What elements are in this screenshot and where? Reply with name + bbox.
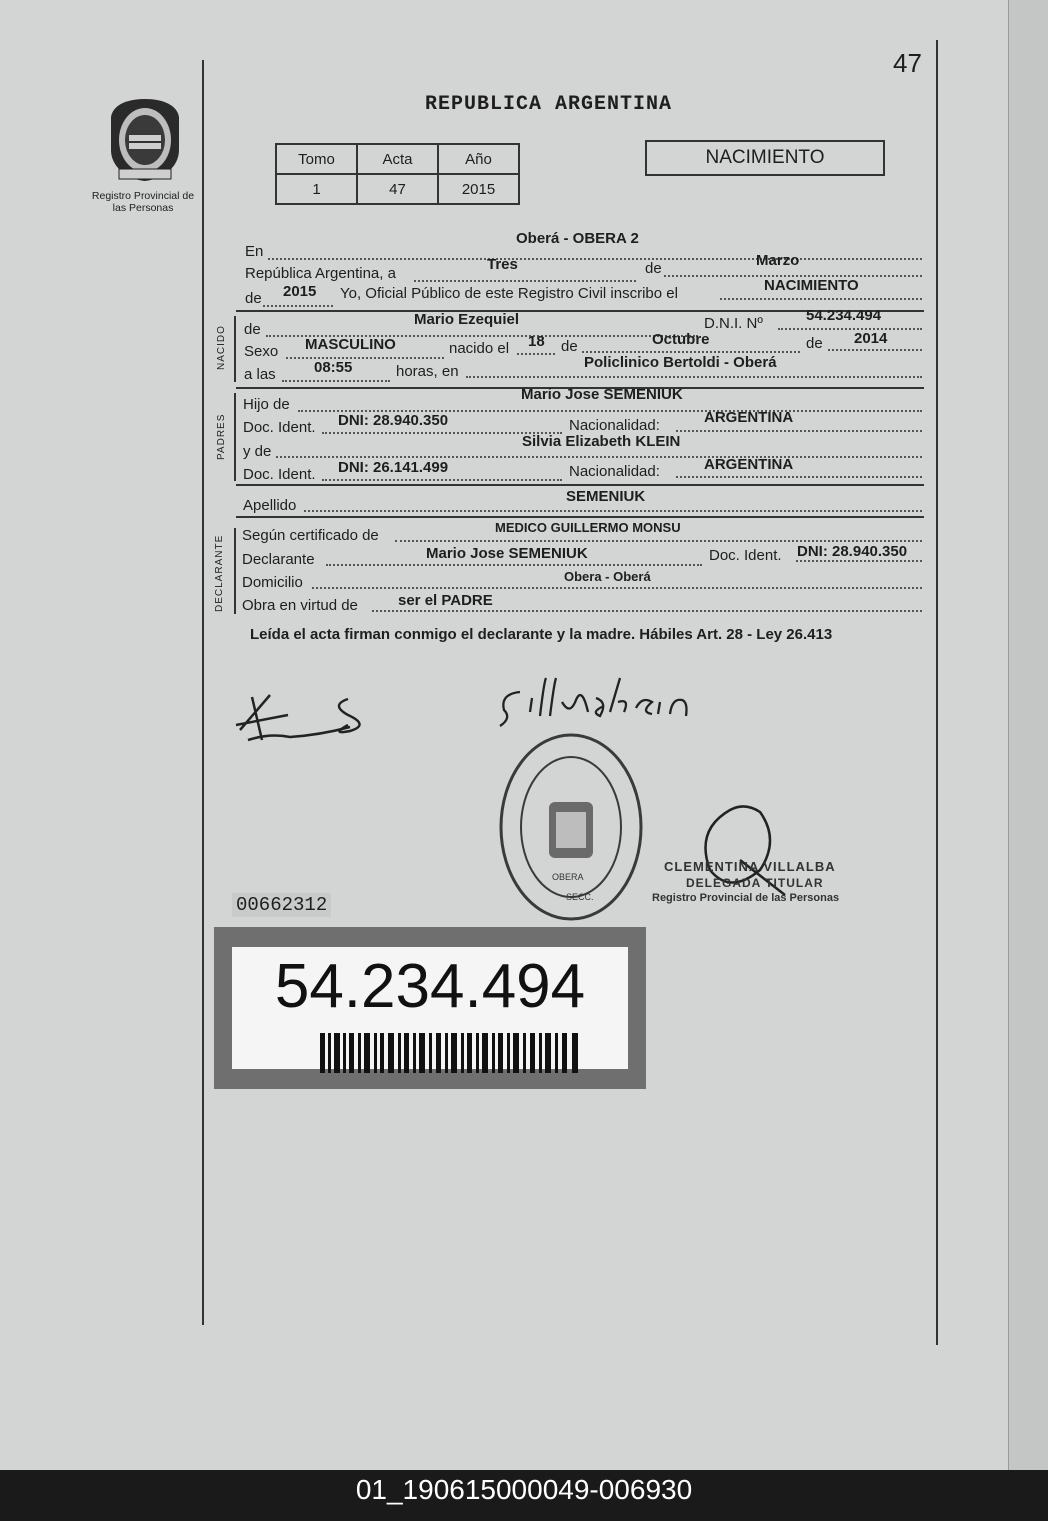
label-domicilio: Domicilio bbox=[242, 574, 303, 591]
father-name: Mario Jose SEMENIUK bbox=[521, 386, 683, 403]
left-margin-line bbox=[202, 60, 204, 1325]
right-margin-line bbox=[936, 40, 938, 1345]
register-table bbox=[275, 143, 520, 205]
mother-doc: DNI: 26.141.499 bbox=[338, 459, 449, 476]
svg-text:SECC.: SECC. bbox=[566, 892, 594, 902]
declarant-name: Mario Jose SEMENIUK bbox=[426, 545, 588, 562]
label-a-las: a las bbox=[244, 366, 276, 383]
label-sexo: Sexo bbox=[244, 343, 279, 360]
section-label-nacido: NACIDO bbox=[216, 325, 227, 370]
place-value: Oberá - OBERA 2 bbox=[516, 230, 639, 247]
birth-month: Octubre bbox=[652, 331, 710, 348]
label-apellido: Apellido bbox=[243, 497, 297, 514]
act-value: NACIMIENTO bbox=[764, 277, 859, 294]
month-value: Marzo bbox=[756, 252, 800, 269]
footer-id: 01_190615000049-006930 bbox=[355, 1474, 693, 1505]
svg-text:OBERA: OBERA bbox=[552, 872, 584, 882]
child-dni: 54.234.494 bbox=[806, 307, 882, 324]
oficial-text: Yo, Oficial Público de este Registro Civil inscribo el bbox=[340, 285, 678, 302]
section-label-padres: PADRES bbox=[216, 413, 227, 460]
official-seal-icon bbox=[496, 730, 646, 925]
birth-time: 08:55 bbox=[314, 359, 353, 376]
label-de-mes-nac: de bbox=[561, 338, 578, 355]
closing-statement: Leída el acta firman conmigo el declarante y la madre. Hábiles Art. 28 - Ley 26.413 bbox=[250, 626, 833, 643]
label-de-anio-nac: de bbox=[806, 335, 823, 352]
table-header-tomo: Tomo bbox=[276, 144, 357, 174]
table-cell-acta: 47 bbox=[357, 174, 438, 204]
label-doc-madre: Doc. Ident. bbox=[243, 466, 316, 483]
page-edge bbox=[1008, 0, 1048, 1470]
birth-day: 18 bbox=[528, 333, 545, 350]
label-obra: Obra en virtud de bbox=[242, 597, 358, 614]
birth-place: Policlinico Bertoldi - Oberá bbox=[584, 354, 777, 371]
table-header-anio: Año bbox=[438, 144, 519, 174]
barcode-icon bbox=[320, 1033, 580, 1073]
label-nacido-el: nacido el bbox=[449, 340, 510, 357]
label-y-de: y de bbox=[243, 443, 272, 460]
label-republica: República Argentina, a bbox=[245, 265, 396, 282]
section-label-declarante: DECLARANTE bbox=[214, 534, 225, 612]
day-value: Tres bbox=[487, 256, 518, 273]
year-value: 2015 bbox=[283, 283, 317, 300]
label-nac-padre: Nacionalidad: bbox=[569, 417, 660, 434]
child-name: Mario Ezequiel bbox=[414, 311, 520, 328]
logo-caption: Registro Provincial de las Personas bbox=[91, 190, 195, 214]
label-nac-madre: Nacionalidad: bbox=[569, 463, 660, 480]
surname-value: SEMENIUK bbox=[566, 488, 646, 505]
father-doc: DNI: 28.940.350 bbox=[338, 412, 449, 429]
certificate-value: MEDICO GUILLERMO MONSU bbox=[495, 520, 681, 535]
birth-year: 2014 bbox=[854, 330, 888, 347]
province-logo-icon bbox=[105, 95, 185, 185]
label-horas-en: horas, en bbox=[396, 363, 459, 380]
act-type-badge: NACIMIENTO bbox=[645, 140, 885, 176]
barcode-number: 54.234.494 bbox=[274, 952, 586, 1021]
official-role: DELEGADA TITULAR bbox=[686, 876, 824, 890]
barcode-label bbox=[214, 927, 646, 1089]
label-hijo-de: Hijo de bbox=[243, 396, 290, 413]
label-en: En bbox=[245, 243, 264, 260]
serial-number: 00662312 bbox=[232, 893, 331, 917]
label-certificado: Según certificado de bbox=[242, 527, 379, 544]
table-cell-anio: 2015 bbox=[438, 174, 519, 204]
address-value: Obera - Oberá bbox=[564, 569, 651, 584]
official-name: CLEMENTINA VILLALBA bbox=[664, 859, 836, 874]
father-nationality: ARGENTINA bbox=[704, 409, 794, 426]
mother-signature-icon bbox=[490, 672, 705, 732]
label-declarante: Declarante bbox=[242, 551, 315, 568]
official-org: Registro Provincial de las Personas bbox=[652, 892, 840, 904]
label-doc-padre: Doc. Ident. bbox=[243, 419, 316, 436]
label-de-nombre: de bbox=[244, 321, 261, 338]
role-value: ser el PADRE bbox=[398, 592, 493, 609]
declarant-signature-icon bbox=[230, 685, 400, 755]
child-sex: MASCULINO bbox=[305, 336, 396, 353]
mother-name: Silvia Elizabeth KLEIN bbox=[522, 433, 681, 450]
table-header-acta: Acta bbox=[357, 144, 438, 174]
document-title: REPUBLICA ARGENTINA bbox=[425, 93, 673, 116]
label-de-mes: de bbox=[645, 260, 662, 277]
declarant-doc: DNI: 28.940.350 bbox=[797, 543, 908, 560]
mother-nationality: ARGENTINA bbox=[704, 456, 794, 473]
page-number: 47 bbox=[893, 48, 922, 78]
label-de-anio: de bbox=[245, 290, 262, 307]
label-dni: D.N.I. Nº bbox=[704, 315, 763, 332]
label-doc-declarante: Doc. Ident. bbox=[709, 547, 782, 564]
table-cell-tomo: 1 bbox=[276, 174, 357, 204]
